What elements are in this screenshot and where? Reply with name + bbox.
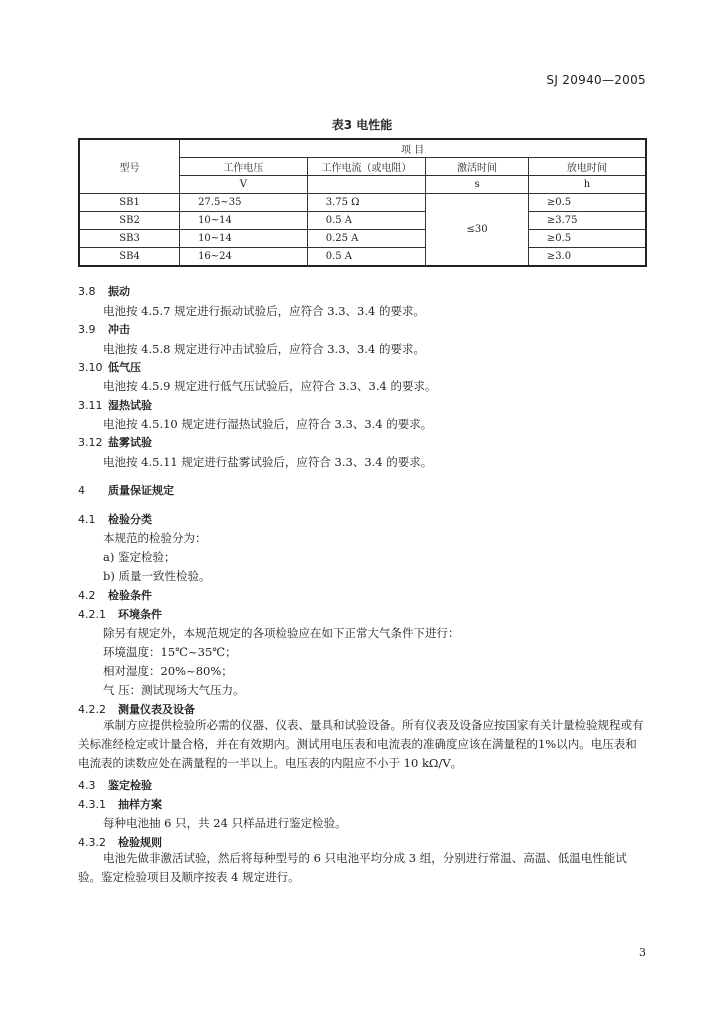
body-4-3-1: 每种电池抽 6 只，共 24 只样品进行鉴定检验。 <box>103 816 347 830</box>
cell-voltage: 10~14 <box>180 230 308 248</box>
body-3-10: 电池按 4.5.9 规定进行低气压试验后，应符合 3.3、3.4 的要求。 <box>103 379 437 393</box>
body-3-11: 电池按 4.5.10 规定进行湿热试验后，应符合 3.3、3.4 的要求。 <box>103 417 433 431</box>
table-row <box>79 248 646 267</box>
cell-current: 0.25 A <box>307 230 426 248</box>
col-current-header: 工作电流（或电阻） <box>307 158 426 176</box>
heading-4-3-2: 4.3.2 检验规则 <box>78 836 162 849</box>
col-activation-header: 激活时间 <box>426 158 529 176</box>
body-3-8: 电池按 4.5.7 规定进行振动试验后，应符合 3.3、3.4 的要求。 <box>103 304 425 318</box>
col-discharge-unit: h <box>528 176 646 194</box>
cell-discharge: ≥3.0 <box>528 248 646 267</box>
env-humidity: 相对湿度：20%~80%； <box>103 664 233 678</box>
list-item-a: a) 鉴定检验； <box>103 550 176 564</box>
table-row <box>79 194 646 212</box>
body-4-1-intro: 本规范的检验分为： <box>103 531 207 545</box>
cell-voltage: 10~14 <box>180 212 308 230</box>
heading-4-2: 4.2 检验条件 <box>78 589 152 602</box>
body-4-2-1-intro: 除另有规定外，本规范规定的各项检验应在如下正常大气条件下进行： <box>103 626 460 640</box>
cell-discharge: ≥3.75 <box>528 212 646 230</box>
cell-voltage: 27.5~35 <box>180 194 308 212</box>
cell-current: 0.5 A <box>307 248 426 267</box>
standard-code: SJ 20940—2005 <box>546 73 646 87</box>
cell-model: SB2 <box>79 212 180 230</box>
table-row <box>79 230 646 248</box>
cell-discharge: ≥0.5 <box>528 230 646 248</box>
electrical-performance-table <box>78 138 647 267</box>
heading-4-2-1: 4.2.1 环境条件 <box>78 608 162 621</box>
table-title: 表3 电性能 <box>331 118 393 132</box>
page-number: 3 <box>639 946 646 959</box>
heading-3-9: 3.9 冲击 <box>78 323 130 336</box>
heading-4-2-2: 4.2.2 测量仪表及设备 <box>78 703 195 716</box>
heading-3-8: 3.8 振动 <box>78 285 130 298</box>
model-header: 型号 <box>79 139 180 194</box>
cell-model: SB1 <box>79 194 180 212</box>
col-voltage-unit: V <box>180 176 308 194</box>
heading-4-3-1: 4.3.1 抽样方案 <box>78 798 162 811</box>
heading-3-12: 3.12 盐雾试验 <box>78 436 152 449</box>
body-3-9: 电池按 4.5.8 规定进行冲击试验后，应符合 3.3、3.4 的要求。 <box>103 342 425 356</box>
heading-3-10: 3.10 低气压 <box>78 361 141 374</box>
col-current-unit <box>307 176 426 194</box>
heading-3-11: 3.11 湿热试验 <box>78 399 152 412</box>
col-discharge-header: 放电时间 <box>528 158 646 176</box>
cell-discharge: ≥0.5 <box>528 194 646 212</box>
table-row <box>79 212 646 230</box>
body-4-3-2: 电池先做非激活试验，然后将每种型号的 6 只电池平均分成 3 组，分别进行常温、高温、低温电性能试验。鉴定检验项目及顺序按表 4 规定进行。 <box>78 851 627 884</box>
heading-4-1: 4.1 检验分类 <box>78 513 152 526</box>
cell-activation-time: ≤30 <box>426 194 529 267</box>
col-voltage-header: 工作电压 <box>180 158 308 176</box>
env-pressure: 气 压：测试现场大气压力。 <box>103 683 245 697</box>
col-activation-unit: s <box>426 176 529 194</box>
cell-model: SB3 <box>79 230 180 248</box>
cell-model: SB4 <box>79 248 180 267</box>
cell-current: 0.5 A <box>307 212 426 230</box>
list-item-b: b) 质量一致性检验。 <box>103 569 211 583</box>
heading-4: 4 质量保证规定 <box>78 484 174 497</box>
body-4-2-2: 承制方应提供检验所必需的仪器、仪表、量具和试验设备。所有仪表及设备应按国家有关计量检验规程或有关标准经检定或计量合格，并在有效期内。测试用电压表和电流表的准确度应该在满量程的1%以内。电压表和电流表的读数应处在满量程的一半以上。电压表的内阻应不小于 10 kΩ/V。 <box>78 718 644 770</box>
cell-voltage: 16~24 <box>180 248 308 267</box>
heading-4-3: 4.3 鉴定检验 <box>78 779 152 792</box>
env-temperature: 环境温度：15℃~35℃； <box>103 645 237 659</box>
cell-current: 3.75 Ω <box>307 194 426 212</box>
body-3-12: 电池按 4.5.11 规定进行盐雾试验后，应符合 3.3、3.4 的要求。 <box>103 455 433 469</box>
items-group-header: 项 目 <box>180 139 646 158</box>
